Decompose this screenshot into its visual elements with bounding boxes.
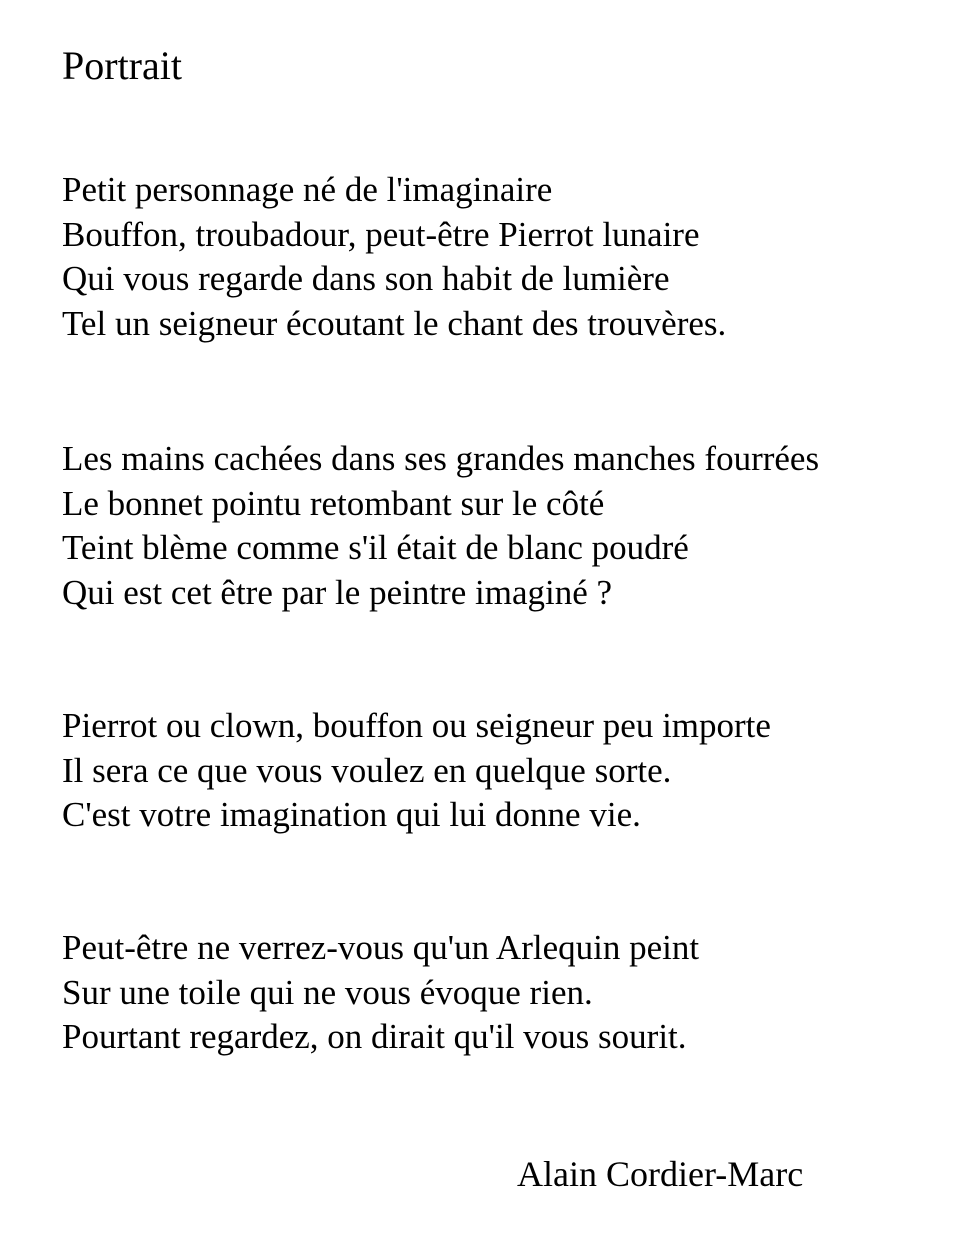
poem-line: Qui vous regarde dans son habit de lumière <box>62 259 670 298</box>
poem-line: Teint blème comme s'il était de blanc poudré <box>62 528 689 567</box>
poem-line: Le bonnet pointu retombant sur le côté <box>62 483 605 523</box>
poem-line: Il sera ce que vous voulez en quelque sorte. <box>62 750 672 790</box>
author-signature: Alain Cordier-Marc <box>517 1154 804 1194</box>
poem-line: C'est votre imagination qui lui donne vie. <box>62 795 641 834</box>
poem-line: Qui est cet être par le peintre imaginé ? <box>62 572 613 612</box>
poem-line: Pourtant regardez, on dirait qu'il vous sourit. <box>62 1017 687 1056</box>
poem-line: Les mains cachées dans ses grandes manches fourrées <box>62 439 820 478</box>
poem-line: Petit personnage né de l'imaginaire <box>62 170 553 209</box>
poem-line: Pierrot ou clown, bouffon ou seigneur peu importe <box>62 706 771 745</box>
stanza <box>62 437 819 615</box>
poem-line: Peut-être ne verrez-vous qu'un Arlequin peint <box>62 928 700 967</box>
poem-line: Sur une toile qui ne vous évoque rien. <box>62 972 593 1012</box>
stanza <box>62 926 699 1060</box>
poem-title: Portrait <box>62 43 182 88</box>
poem-line: Bouffon, troubadour, peut-être Pierrot lunaire <box>62 214 700 254</box>
poem-line: Tel un seigneur écoutant le chant des trouvères. <box>62 303 727 343</box>
stanza <box>62 704 771 838</box>
stanza <box>62 168 726 346</box>
